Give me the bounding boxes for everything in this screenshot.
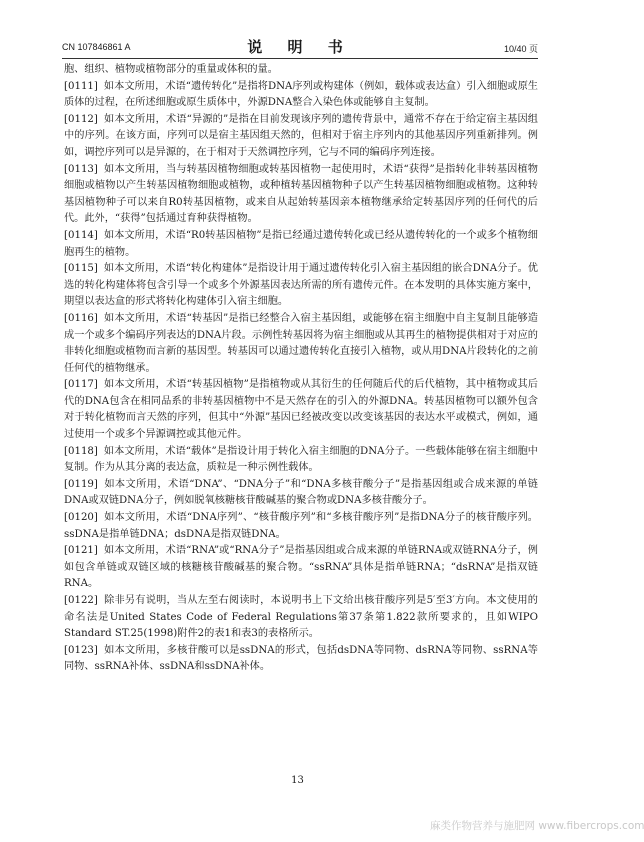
paragraph-text: 如本文所用，术语“载体”是指设计用于转化入宿主细胞的DNA分子。一些载体能够在宿主细胞中复制。作为从其分离的表达盒，质粒是一种示例性载体。: [64, 445, 538, 474]
paragraph-text: 如本文所用，多核苷酸可以是ssDNA的形式，包括dsDNA等同物、dsRNA等同物、ssRNA等同物、ssRNA补体、ssDNA和ssDNA补体。: [64, 644, 538, 673]
paragraph: [64, 510, 538, 543]
paragraph: [64, 477, 538, 510]
paragraph-text: 如本文所用，术语“异源的”是指在目前发现该序列的遗传背景中，通常不存在于给定宿主基因组中的序列。在该方面，序列可以是宿主基因组天然的，但相对于宿主序列内的其他基因序列重新排列。例如，调控序列可以是异源的，在于相对于天然调控序列，它与不同的编码序列连接。: [64, 113, 538, 158]
paragraph-number: [0111]: [64, 80, 98, 92]
paragraph-text: 如本文所用，当与转基因植物细胞或转基因植物一起使用时，术语“获得”是指转化非转基因植物细胞或植物以产生转基因植物细胞或植物，或种植转基因植物种子以产生转基因植物细胞或植物。这种转基因植物种子可以来自R0转基因植物，或来自从起始转基因亲本植物继承给定转基因序列的任何代的后代。此外，“获得”包括通过育种获得植物。: [64, 163, 538, 225]
paragraph-text: 如本文所用，术语“转基因植物”是指植物或从其衍生的任何随后代的后代植物，其中植物或其后代的DNA包含在相同品系的非转基因植物中不是天然存在的引入的外源DNA。转基因植物可以额外包含对于转化植物而言天然的序列，但其中“外源”基因已经被改变以改变该基因的表达水平或模式，例如，通过使用一个或多个异源调控或其他元件。: [64, 379, 538, 441]
paragraph-number: [0123]: [64, 644, 98, 656]
document-title: 说 明 书: [247, 38, 353, 56]
paragraph: [64, 444, 538, 477]
paragraph: [64, 162, 538, 228]
paragraph-number: [0117]: [64, 379, 98, 391]
paragraph-number: [0121]: [64, 545, 98, 557]
patent-number: CN 107846861 A: [62, 42, 131, 52]
lead-text: 胞、组织、植物或植物部分的重量或体积的量。: [64, 64, 278, 75]
watermark: 麻类作物营养与施肥网 www.fibercrops.com: [430, 820, 644, 832]
paragraph-number: [0114]: [64, 229, 98, 241]
paragraph-text: 如本文所用，术语“DNA”、“DNA分子”和“DNA多核苷酸分子”是指基因组或合成来源的单链DNA或双链DNA分子，例如脱氧核糖核苷酸碱基的聚合物或DNA多核苷酸分子。: [64, 478, 538, 507]
paragraph-list: [64, 79, 538, 676]
paragraph-number: [0113]: [64, 163, 98, 175]
paragraph-number: [0112]: [64, 113, 98, 125]
paragraph-text: 如本文所用，术语“遗传转化”是指将DNA序列或构建体（例如，载体或表达盒）引入细胞或原生质体的过程，在所述细胞或原生质体中，外源DNA整合入染色体或能够自主复制。: [64, 80, 538, 109]
paragraph-text: 如本文所用，术语“R0转基因植物”是指已经通过遗传转化或已经从遗传转化的一个或多个植物细胞再生的植物。: [64, 229, 538, 258]
page-indicator: 10/40 页: [503, 44, 538, 54]
paragraph-number: [0118]: [64, 445, 98, 457]
paragraph: [64, 79, 538, 112]
paragraph-number: [0119]: [64, 478, 98, 490]
page-number: 13: [291, 775, 304, 786]
paragraph: [64, 261, 538, 311]
page-header: [62, 36, 538, 56]
document-body: [64, 62, 538, 676]
paragraph: [64, 377, 538, 443]
paragraph: [64, 228, 538, 261]
paragraph-text: 如本文所用，术语“转基因”是指已经整合入宿主基因组，或能够在宿主细胞中自主复制且能够造成一个或多个编码序列表达的DNA片段。示例性转基因将为宿主细胞或从其再生的植物提供相对于对应的非转化细胞或植物而言新的基因型。转基因可以通过遗传转化直接引入植物，或从用DNA片段转化的之前任何代的植物继承。: [64, 312, 538, 374]
paragraph: [64, 311, 538, 377]
paragraph: [64, 593, 538, 643]
header-rule: [62, 58, 538, 59]
paragraph-number: [0122]: [64, 595, 98, 606]
paragraph: [64, 112, 538, 162]
paragraph: [64, 643, 538, 676]
paragraph-text: 如本文所用，术语“DNA序列”、“核苷酸序列”和“多核苷酸序列”是指DNA分子的核苷酸序列。ssDNA是指单链DNA；dsDNA是指双链DNA。: [64, 512, 538, 540]
paragraph-text: 除非另有说明，当从左至右阅读时，本说明书上下文给出核苷酸序列是5′至3′方向。本文使用的命名法是United States Code of Federal Regulations第37条第1.822款所要求的，且如WIPO Standard ST.25(1998)附件2的表1和表3的表格所示。: [64, 595, 538, 640]
paragraph-number: [0116]: [64, 312, 98, 324]
paragraph-number: [0120]: [64, 512, 98, 524]
paragraph-text: 如本文所用，术语“RNA”或“RNA分子”是指基因组或合成来源的单链RNA或双链RNA分子，例如包含单链或双链区域的核糖核苷酸碱基的聚合物。“ssRNA”具体是指单链RNA；“dsRNA”是指双链RNA。: [64, 545, 538, 590]
paragraph-number: [0115]: [64, 263, 98, 275]
paragraph-text: 如本文所用，术语“转化构建体”是指设计用于通过遗传转化引入宿主基因组的嵌合DNA分子。优选的转化构建体将包含引导一个或多个外源基因表达所需的所有遗传元件。在本发明的具体实施方案中，期望以表达盒的形式将转化构建体引入宿主细胞。: [64, 263, 538, 308]
paragraph: [64, 543, 538, 593]
